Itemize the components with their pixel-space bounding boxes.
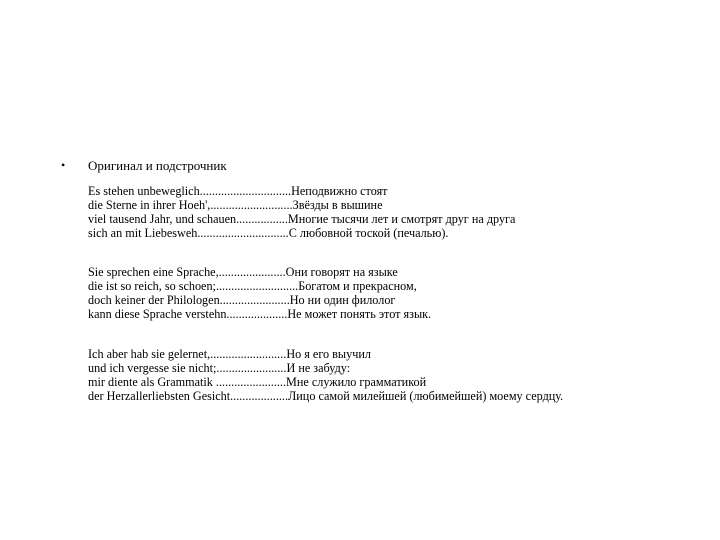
stanza-line: die Sterne in ihrer Hoeh',...........................Звёзды в вышине xyxy=(88,198,383,212)
stanza-2 xyxy=(88,265,708,321)
stanza-line: Sie sprechen eine Sprache,......................Они говорят на языке xyxy=(88,265,398,279)
stanza-3 xyxy=(88,347,708,403)
stanza-line: sich an mit Liebesweh..............................С любовной тоской (печалью). xyxy=(88,226,449,240)
stanza-line: viel tausend Jahr, und schauen.................Многие тысячи лет и смотрят друг на друга xyxy=(88,212,516,226)
stanza-line: und ich vergesse sie nicht;.......................И не забуду: xyxy=(88,361,351,375)
stanza-line: Es stehen unbeweglich..............................Неподвижно стоят xyxy=(88,184,388,198)
stanza-line: die ist so reich, so schoen;...........................Богатом и прекрасном, xyxy=(88,279,417,293)
bullet-point: • xyxy=(61,158,66,172)
stanza-line: kann diese Sprache verstehn....................Не может понять этот язык. xyxy=(88,307,432,321)
stanza-1 xyxy=(88,184,708,240)
slide-heading: Оригинал и подстрочник xyxy=(88,158,227,173)
stanza-line: mir diente als Grammatik .......................Мне служило грамматикой xyxy=(88,375,427,389)
stanza-line: Ich aber hab sie gelernet,.........................Но я его выучил xyxy=(88,347,371,361)
stanza-line: doch keiner der Philologen.......................Но ни один филолог xyxy=(88,293,396,307)
stanza-line: der Herzallerliebsten Gesicht...................Лицо самой милейшей (любимейшей) моему сердцу. xyxy=(88,389,564,403)
